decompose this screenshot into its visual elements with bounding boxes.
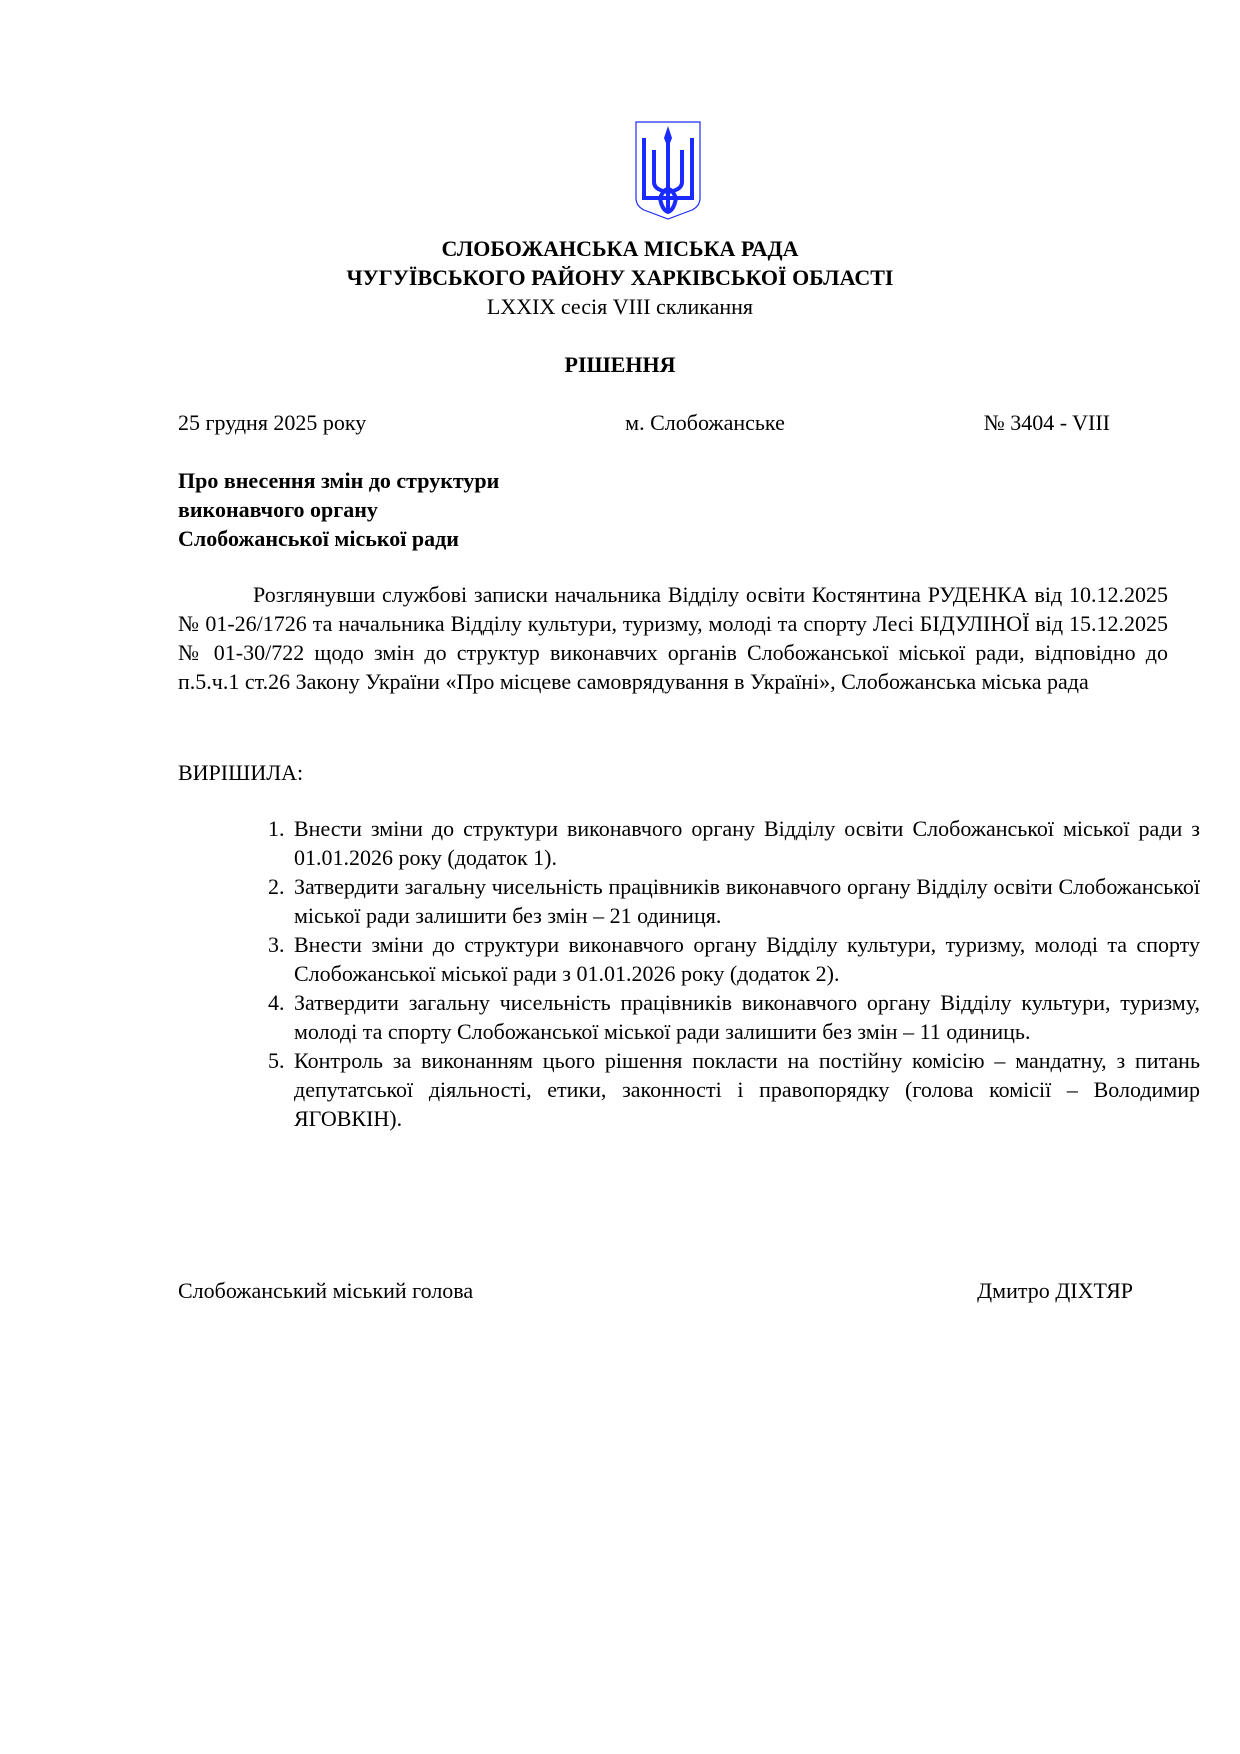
- list-item: 2. Затвердити загальну чисельність працівників виконавчого органу Відділу освіти Слобожанської міської ради залишити без змін – 21 одиниця.: [290, 872, 1200, 930]
- list-item: 3. Внести зміни до структури виконавчого органу Відділу культури, туризму, молоді та спорту Слобожанської міської ради з 01.01.2026 року (додаток 2).: [290, 930, 1200, 988]
- council-name: СЛОБОЖАНСЬКА МІСЬКА РАДА: [441, 236, 799, 261]
- list-item: 4. Затвердити загальну чисельність працівників виконавчого органу Відділу культури, туризму, молоді та спорту Слобожанської міської ради залишити без змін – 11 одиниць.: [290, 988, 1200, 1046]
- signatory-position: Слобожанський міський голова: [178, 1278, 474, 1303]
- decision-number: № 3404 - VIII: [983, 410, 1110, 435]
- signature-block: [178, 1276, 1133, 1305]
- list-item: 5. Контроль за виконанням цього рішення покласти на постійну комісію – мандатну, з питань депутатської діяльності, етики, законності і правопорядку (голова комісії – Володимир ЯГОВКІН).: [290, 1046, 1200, 1133]
- decision-title: [178, 466, 499, 553]
- place: м. Слобожанське: [625, 410, 785, 435]
- date: 25 грудня 2025 року: [178, 410, 367, 435]
- session-label: LXXIX сесія VIII скликання: [486, 294, 754, 319]
- title-line: виконавчого органу: [178, 497, 378, 522]
- list-item: 1. Внести зміни до структури виконавчого органу Відділу освіти Слобожанської міської ради з 01.01.2026 року (додаток 1).: [290, 814, 1200, 872]
- decision-items: [250, 814, 1200, 1133]
- district-name: ЧУГУЇВСЬКОГО РАЙОНУ ХАРКІВСЬКОЇ ОБЛАСТІ: [346, 265, 894, 290]
- preamble: Розглянувши службові записки начальника Відділу освіти Костянтина РУДЕНКА від 10.12.2025 № 01-26/1726 та начальника Відділу культури, туризму, молоді та спорту Лесі БІДУЛІНОЇ від 15.12.2025 № 01-30/722 щодо змін до структур виконавчих органів Слобожанської міської ради, відповідно до п.5.ч.1 ст.26 Закону України «Про місцеве самоврядування в Україні», Слобожанська міська рада: [178, 582, 1168, 694]
- signatory-name: Дмитро ДІХТЯР: [977, 1278, 1133, 1303]
- coat-of-arms-icon: [634, 120, 702, 220]
- decided-label: ВИРІШИЛА:: [178, 760, 304, 785]
- meta-row: [178, 408, 1110, 437]
- title-line: Про внесення змін до структури: [178, 468, 500, 493]
- document-type: РІШЕННЯ: [564, 352, 676, 377]
- title-line: Слобожанської міської ради: [178, 526, 459, 551]
